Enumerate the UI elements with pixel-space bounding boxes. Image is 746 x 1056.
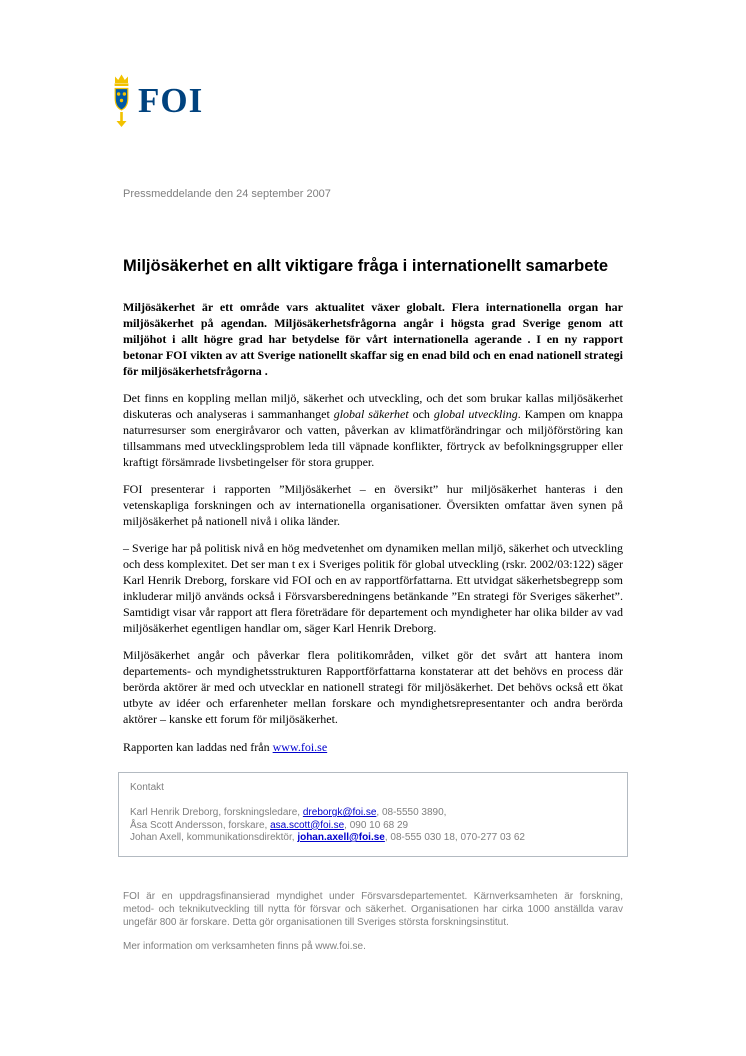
foi-logo [112, 72, 203, 128]
contact-line [130, 807, 616, 820]
contact-line [130, 832, 616, 845]
paragraph-text: – Sverige har på politisk nivå en hög medvetenhet om dynamiken mellan miljö, säkerhet och utveckling och dess komplexitet. Det ser man t ex i Sveriges politik för global utveckling (rskr. 2002/03:122) säger Karl Henrik Dreborg, forskare vid FOI och en av rapportförfattarna. Ett utvidgat säkerhetsbegrepp som inkluderar miljö används också i Försvarsberedningens betänkande ”En strategi för Sveriges säkerhet”. Samtidigt visar vår rapport att flera företrädare för departement och myndigheter har olika bilder av vad miljösäkerhet egentligen handlar om, säger Karl Henrik Dreborg. [123, 541, 623, 635]
body-paragraph [123, 390, 623, 470]
body-paragraph [123, 540, 623, 636]
contact-email-link[interactable]: dreborgk@foi.se [302, 807, 377, 818]
italic-term: global säkerhet [333, 407, 409, 421]
contact-name-role: Åsa Scott Andersson, forskare, [130, 819, 271, 831]
contact-lines [130, 807, 616, 845]
paragraph-text: FOI presenterar i rapporten ”Miljösäkerhet – en översikt” hur miljösäkerhet hanteras i den vetenskapliga forskningen och av internationella organisationer. Översikten omfattar även synen på miljösäkerhet på nationell nivå i olika länder. [123, 482, 623, 528]
contact-email-link[interactable]: johan.axell@foi.se [297, 832, 385, 843]
footer-about: FOI är en uppdragsfinansierad myndighet under Försvarsdepartementet. Kärnverksamheten är forskning, metod- och teknikutveckling till nytta för försvar och säkerhet. Organisationen har cirka 1000 anställda varav ungefär 800 är forskare. Detta gör organisationen till Sveriges största forskningsinstitut. [123, 890, 623, 928]
contact-box [118, 772, 628, 857]
contact-line [130, 820, 616, 833]
article-body [123, 390, 623, 727]
contact-phone: , 090 10 68 29 [344, 819, 409, 831]
paragraph-text: Det finns en koppling mellan miljö, säkerhet och utveckling, och det som brukar kallas miljösäkerhet diskuteras och analyseras i sammanhanget [123, 391, 623, 421]
contact-name-role: Johan Axell, kommunikationsdirektör, [130, 832, 298, 843]
contact-box-title: Kontakt [130, 782, 164, 793]
body-paragraph [123, 481, 623, 529]
article-title: Miljösäkerhet en allt viktigare fråga i internationellt samarbete [123, 257, 609, 275]
italic-term: global utveckling [433, 407, 518, 421]
foi-logo-text: FOI [138, 80, 204, 120]
contact-phone: , 08-5550 3890, [376, 807, 447, 818]
body-paragraph [123, 647, 623, 727]
paragraph-text: och [408, 407, 434, 421]
footer-more-info: Mer information om verksamheten finns på www.foi.se. [123, 940, 366, 952]
article-lead: Miljösäkerhet är ett område vars aktualitet växer globalt. Flera internationella organ har miljösäkerhet på agendan. Miljösäkerhetsfrågorna angår i högsta grad Sverige genom att miljöhot i allt högre grad har betydelse för vårt internationella agerande . I en ny rapport betonar FOI vikten av att Sverige nationellt skaffar sig en enad bild och en enad nationell strategi för miljösäkerhetsfrågorna . [123, 300, 623, 378]
contact-email-link[interactable]: asa.scott@foi.se [270, 819, 345, 831]
contact-phone: , 08-555 030 18, 070-277 03 62 [384, 832, 525, 843]
dateline: Pressmeddelande den 24 september 2007 [123, 188, 331, 200]
download-line [123, 739, 623, 755]
foi-website-link[interactable]: www.foi.se [272, 740, 328, 754]
foi-emblem-icon [112, 72, 131, 128]
download-text: Rapporten kan laddas ned från [123, 740, 273, 754]
paragraph-text: Miljösäkerhet angår och påverkar flera politikområden, vilket gör det svårt att hantera inom departements- och myndighetsstrukturen Rapportförfattarna konstaterar att det behövs en process där berörda aktörer är med och utvecklar en nationell strategi för miljösäkerhet. Det behövs också ett ökat utbyte av idéer och erfarenheter mellan forskare och myndighetsrepresentanter och andra berörda aktörer – kanske ett forum för miljösäkerhet. [123, 648, 623, 726]
paragraph-text: . Kampen om knappa naturresurser som energiråvaror och vatten, påverkan av klimatförändringar och miljöförstöring kan tillsammans med utvecklingsproblem leda till väpnade konflikter, förtryck av befolkningsgrupper eller kraftigt försämrade livsbetingelser för stora grupper. [123, 407, 624, 469]
content-column [123, 188, 623, 952]
contact-name-role: Karl Henrik Dreborg, forskningsledare, [130, 807, 303, 818]
